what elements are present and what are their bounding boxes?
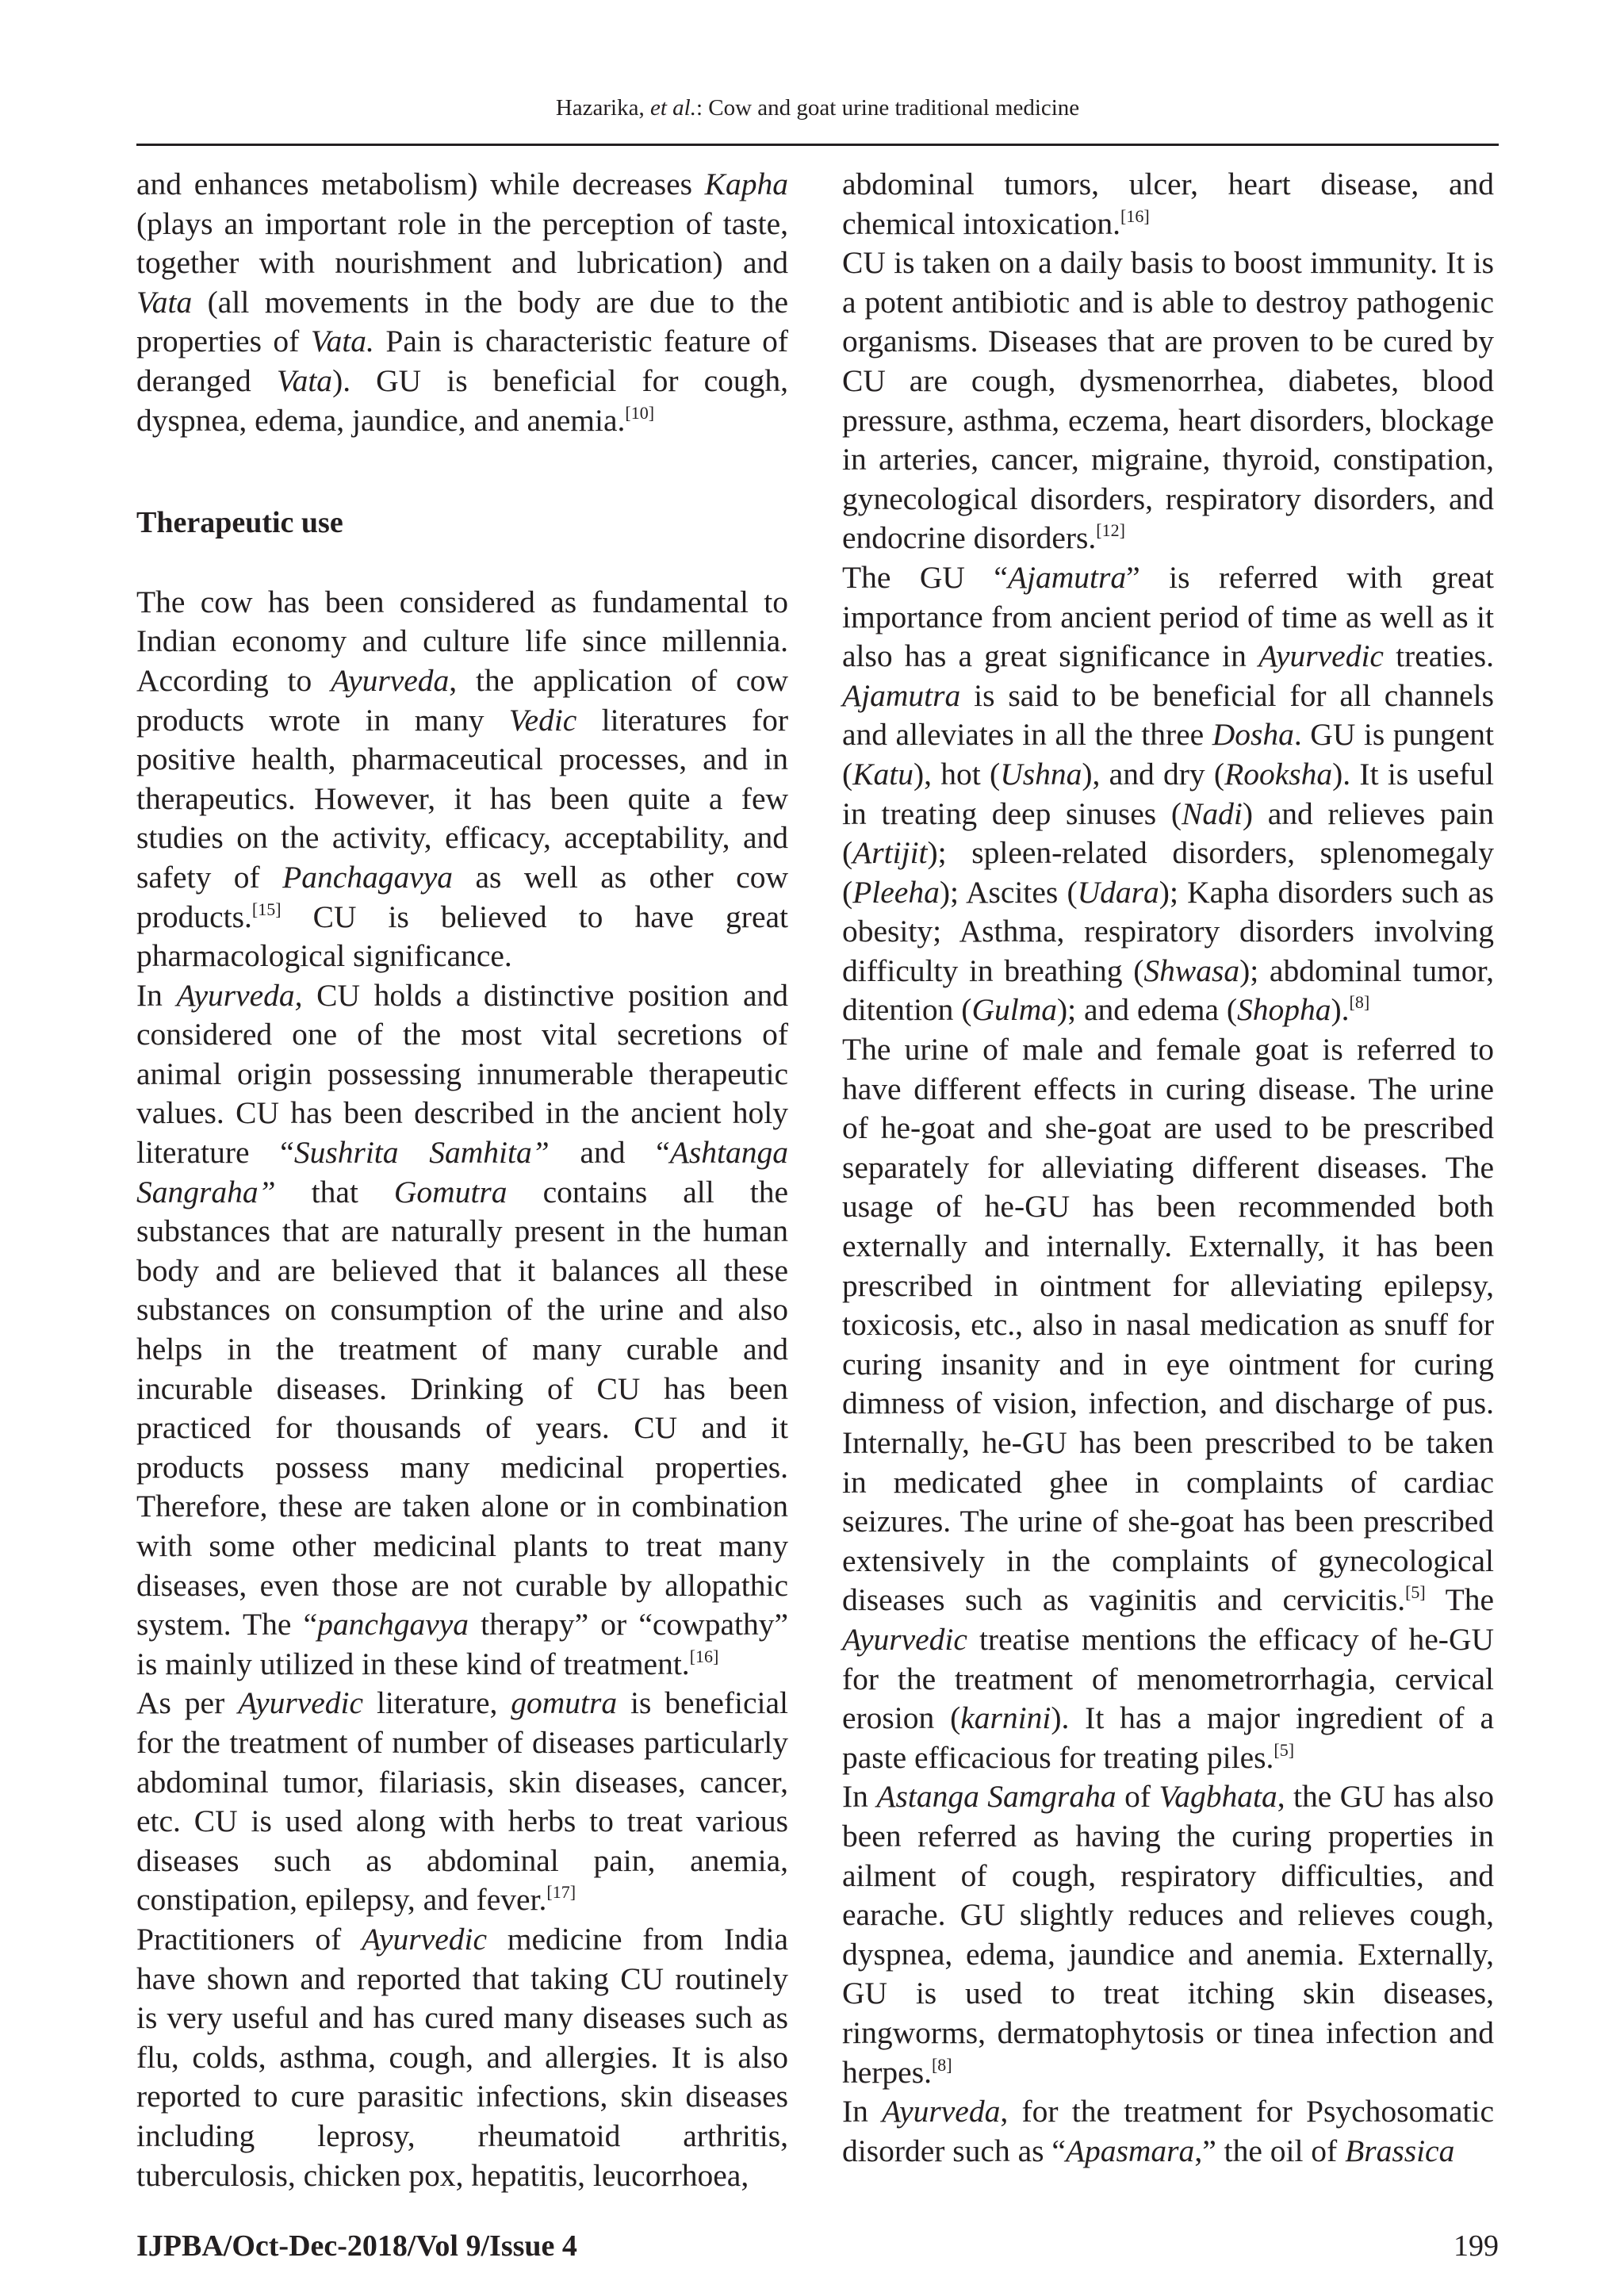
citation: [17] — [546, 1882, 576, 1903]
paragraph-ayurveda-cu: In Ayurveda, CU holds a distinctive position and considered one of the most vital secretions of animal origin possessing innumerable therapeutic values. CU has been described in the ancient holy literature “Sushrita Samhita” and “Ashtanga Sangraha” that Gomutra contains all the substances that are naturally present in the human body and are believed that it balances all these substances on consumption of the urine and also helps in the treatment of many curable and incurable diseases. Drinking of CU has been practiced for thousands of years. CU and it products possess many medicinal properties. Therefore, these are taken alone or in combination with some other medicinal plants to treat many diseases, even those are not curable by allopathic system. The “panchgavya therapy” or “cowpathy” is mainly utilized in these kind of treatment.[16] — [136, 977, 789, 1681]
paragraph-cow-importance: The cow has been considered as fundamental to Indian economy and culture life since millennia. According to Ayurveda, the application of cow products wrote in many Vedic literatures for positive health, pharmaceutical processes, and in therapeutics. However, it has been quite a few studies on the activity, efficacy, acceptability, and safety of Panchagavya as well as other cow products.[15] CU is believed to have great pharmacological significance. — [136, 584, 788, 974]
citation: [12] — [1096, 520, 1125, 541]
left-column — [136, 165, 788, 2195]
paragraph-goat-urine: The urine of male and female goat is referred to have different effects in curing disease. The urine of he-goat and she-goat are used to be prescribed separately for alleviating different diseases. The usage of he-GU has been recommended both externally and internally. Externally, it has been prescribed in ointment for alleviating epilepsy, toxicosis, etc., also in nasal medication as snuff for curing insanity and in eye ointment for curing dimness of vision, infection, and discharge of pus. Internally, he-GU has been prescribed to be taken in medicated ghee in complaints of cardiac seizures. The urine of she-goat has been prescribed extensively in the complaints of gynecological diseases such as vaginitis and cervicitis.[5] The Ayurvedic treatise mentions the efficacy of he-GU for the treatment of menometrorrhagia, cervical erosion (karnini). It has a major ingredient of a paste efficacious for treating piles.[5] — [842, 1032, 1495, 1775]
paragraph-diseases-continued: abdominal tumors, ulcer, heart disease, and chemical intoxication.[16] — [842, 167, 1494, 241]
paragraph-cu-immunity: CU is taken on a daily basis to boost immunity. It is a potent antibiotic and is able to destroy pathogenic organisms. Diseases that are proven to be cured by CU are cough, dysmenorrhea, diabetes, blood pressure, asthma, eczema, heart disorders, blockage in arteries, cancer, migraine, thyroid, constipation, gynecological disorders, respiratory disorders, and endocrine disorders.[12] — [842, 245, 1494, 556]
section-heading-therapeutic-use: Therapeutic use — [136, 506, 343, 540]
footer-journal-info: IJPBA/Oct-Dec-2018/Vol 9/Issue 4 — [136, 2229, 577, 2263]
citation: [16] — [1120, 205, 1150, 226]
paragraph-dosha-effects: and enhances metabolism) while decreases Kapha (plays an important role in the perception of taste, together with nourishment and lubrication) and Vata (all movements in the body are due to the properties of Vata. Pain is characteristic feature of deranged Vata). GU is beneficial for cough, dyspnea, edema, jaundice, and anemia.[10] — [136, 167, 788, 438]
paragraph-astanga-samgraha: In Astanga Samgraha of Vagbhata, the GU has also been referred as having the curing properties in ailment of cough, respiratory difficulties, and earache. GU slightly reduces and relieves cough, dyspnea, edema, jaundice and anemia. Externally, GU is used to treat itching skin diseases, ringworms, dermatophytosis or tinea infection and herpes.[8] — [842, 1779, 1495, 2090]
header-etal: et al. — [649, 95, 696, 121]
paragraph-ajamutra: The GU “Ajamutra” is referred with great importance from ancient period of time as well as it also has a great significance in Ayurvedic treaties. Ajamutra is said to be beneficial for all channels and alleviates in all the three Dosha. GU is pungent (Katu), hot (Ushna), and dry (Rooksha). It is useful in treating deep sinuses (Nadi) and relieves pain (Artijit); spleen-related disorders, splenomegaly (Pleeha); Ascites (Udara); Kapha disorders such as obesity; Asthma, respiratory disorders involving difficulty in breathing (Shwasa); abdominal tumor, ditention (Gulma); and edema (Shopha).[8] — [842, 559, 1495, 1028]
paragraph-gomutra-benefits: As per Ayurvedic literature, gomutra is beneficial for the treatment of number of diseases particularly abdominal tumor, filariasis, skin diseases, cancer, etc. CU is used along with herbs to treat various diseases such as abdominal pain, anemia, constipation, epilepsy, and fever.[17] — [136, 1685, 788, 1918]
header-title: : Cow and goat urine traditional medicine — [695, 95, 1080, 121]
citation: [10] — [625, 402, 655, 423]
paragraph-apasmara: In Ayurveda, for the treatment for Psychosomatic disorder such as “Apasmara,” the oil of Brassica — [842, 2094, 1495, 2168]
header-rule — [136, 144, 1499, 146]
citation: [15] — [251, 899, 282, 919]
running-header — [136, 94, 1499, 122]
citation: [5] — [1274, 1739, 1295, 1760]
header-author: Hazarika, — [555, 95, 645, 121]
citation: [8] — [931, 2054, 952, 2075]
paragraph-practitioners: Practitioners of Ayurvedic medicine from India have shown and reported that taking CU routinely is very useful and has cured many diseases such as flu, colds, asthma, cough, and allergies. It is also reported to cure parasitic infections, skin diseases including leprosy, rheumatoid arthritis, tuberculosis, chicken pox, hepatitis, leucorrhoea, — [136, 1921, 789, 2193]
right-column — [842, 165, 1494, 2171]
citation: [8] — [1349, 992, 1370, 1013]
citation: [5] — [1405, 1582, 1426, 1603]
citation: [16] — [689, 1646, 719, 1666]
footer-page-number: 199 — [1454, 2229, 1499, 2263]
